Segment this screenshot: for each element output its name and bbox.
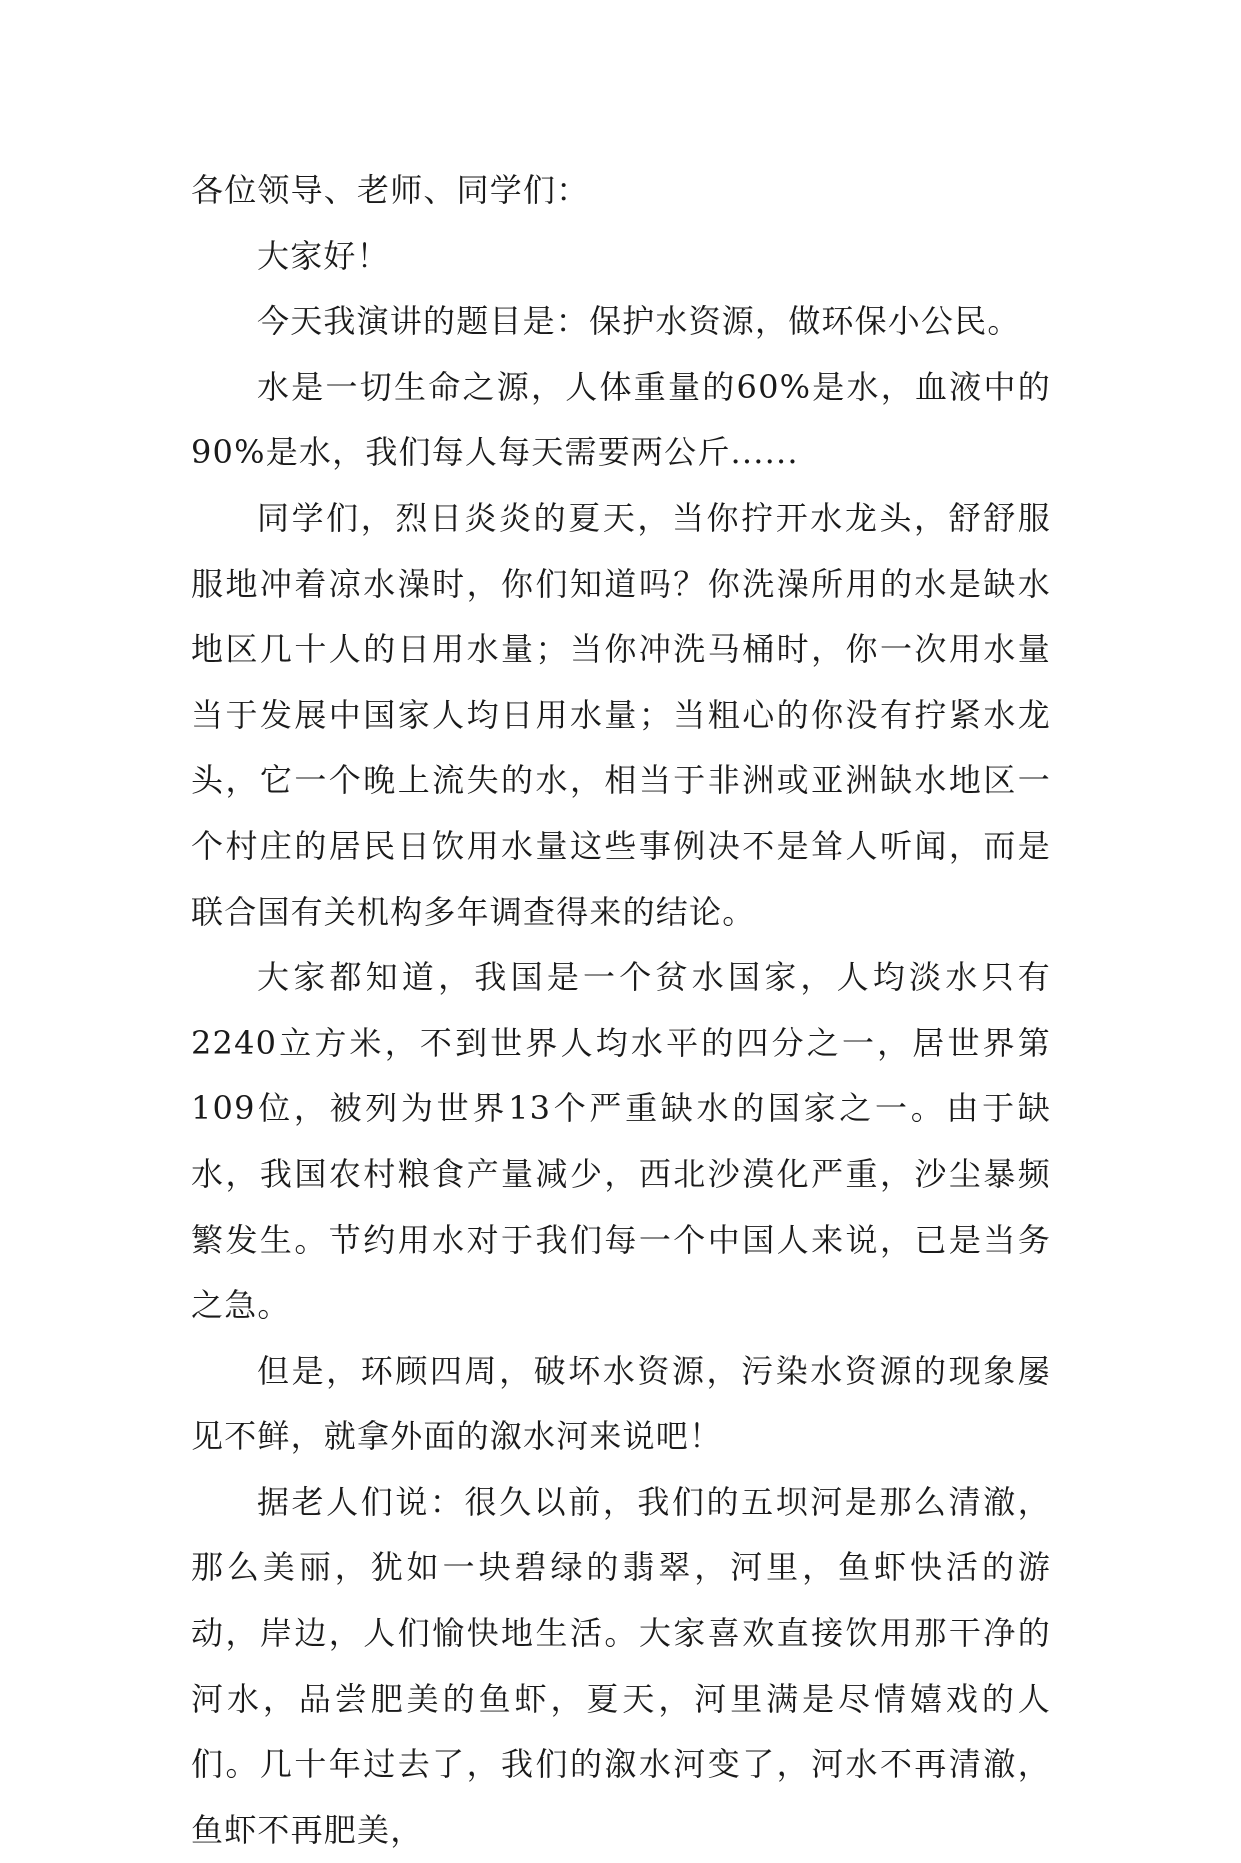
paragraph-river-history: 据老人们说：很久以前，我们的五坝河是那么清澈，那么美丽，犹如一块碧绿的翡翠，河里，鱼虾快活的游动，岸边，人们愉快地生活。大家喜欢直接饮用那干净的河水，品尝肥美的鱼虾，夏天，河里满是尽情嬉戏的人们。几十年过去了，我们的溆水河变了，河水不再清澈，鱼虾不再肥美， [191,1482,1051,1849]
paragraph-pollution: 但是，环顾四周，破坏水资源，污染水资源的现象屡见不鲜，就拿外面的溆水河来说吧！ [191,1351,1051,1456]
paragraph-water-scarcity: 大家都知道，我国是一个贫水国家，人均淡水只有2240立方米，不到世界人均水平的四分之一，居世界第109位，被列为世界13个严重缺水的国家之一。由于缺水，我国农村粮食产量减少，西北沙漠化严重，沙尘暴频繁发生。节约用水对于我们每一个中国人来说，已是当务之急。 [191,958,1051,1325]
paragraph-water-source: 水是一切生命之源，人体重量的60%是水，血液中的90%是水，我们每人每天需要两公斤...... [191,367,1051,472]
paragraph-water-usage: 同学们，烈日炎炎的夏天，当你拧开水龙头，舒舒服服地冲着凉水澡时，你们知道吗？你洗澡所用的水是缺水地区几十人的日用水量；当你冲洗马桶时，你一次用水量当于发展中国家人均日用水量；当粗心的你没有拧紧水龙头，它一个晚上流失的水，相当于非洲或亚洲缺水地区一个村庄的居民日饮用水量这些事例决不是耸人听闻，而是联合国有关机构多年调查得来的结论。 [191,498,1051,931]
paragraph-topic: 今天我演讲的题目是：保护水资源，做环保小公民。 [257,302,1021,341]
paragraph-greeting: 大家好！ [257,236,390,275]
salutation: 各位领导、老师、同学们： [191,171,590,209]
document-body [191,158,1051,1863]
